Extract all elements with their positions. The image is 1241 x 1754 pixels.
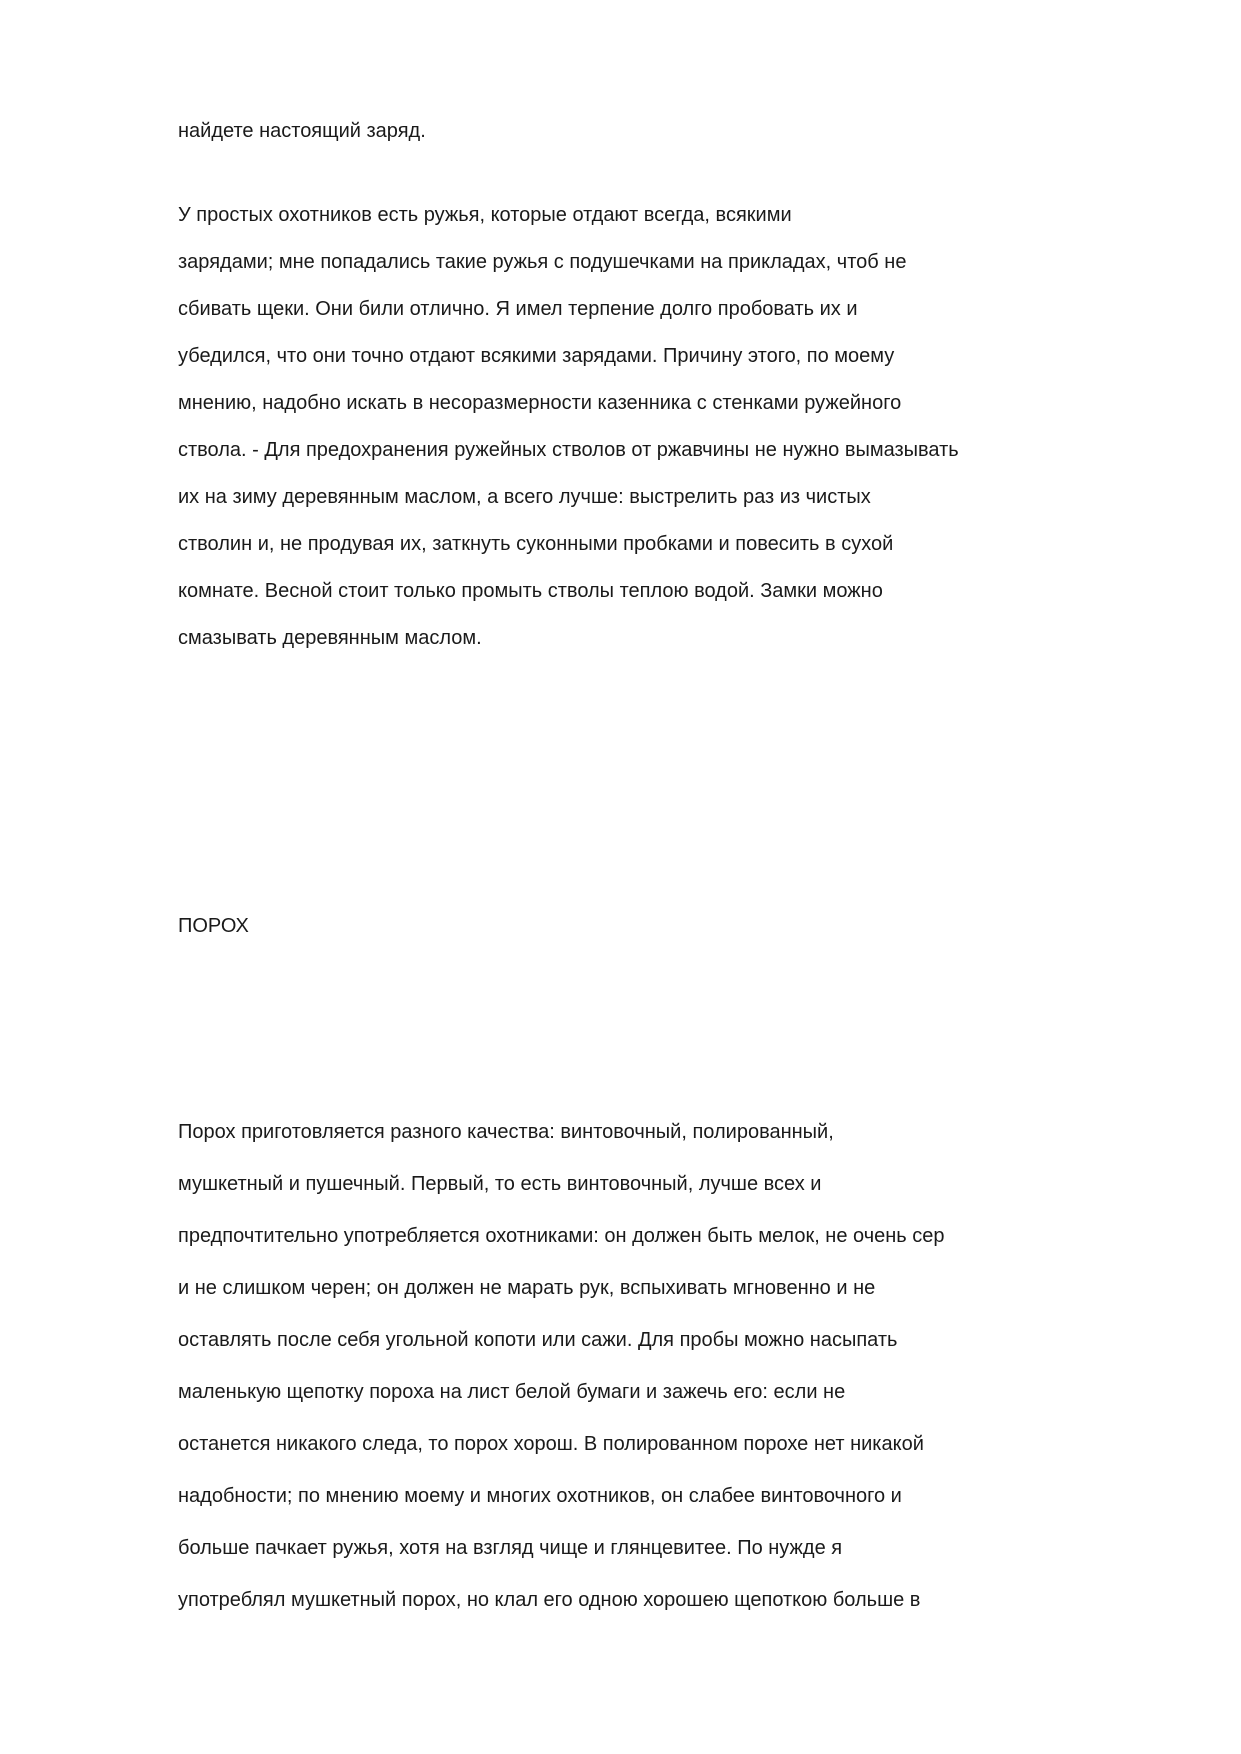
text-line: употреблял мушкетный порох, но клал его одною хорошею щепоткою больше в (178, 1589, 921, 1611)
text-line: Порох приготовляется разного качества: винтовочный, полированный, (178, 1121, 834, 1143)
text-line: больше пачкает ружья, хотя на взгляд чище и глянцевитее. По нужде я (178, 1537, 843, 1559)
text-line: убедился, что они точно отдают всякими зарядами. Причину этого, по моему (178, 345, 895, 367)
text-line: надобности; по мнению моему и многих охотников, он слабее винтовочного и (178, 1485, 902, 1507)
text-line: останется никакого следа, то порох хорош. В полированном порохе нет никакой (178, 1433, 924, 1455)
text-line: и не слишком черен; он должен не марать рук, вспыхивать мгновенно и не (178, 1277, 876, 1299)
text-line: ствола. - Для предохранения ружейных стволов от ржавчины не нужно вымазывать (178, 439, 959, 461)
section-heading: ПОРОХ (178, 915, 249, 937)
text-line: смазывать деревянным маслом. (178, 627, 482, 649)
text-line: мушкетный и пушечный. Первый, то есть винтовочный, лучше всех и (178, 1173, 822, 1195)
text-line: маленькую щепотку пороха на лист белой бумаги и зажечь его: если не (178, 1381, 846, 1403)
text-line: комнате. Весной стоит только промыть стволы теплою водой. Замки можно (178, 580, 883, 602)
text-line: мнению, надобно искать в несоразмерности казенника с стенками ружейного (178, 392, 902, 414)
text-line: предпочтительно употребляется охотниками: он должен быть мелок, не очень сер (178, 1225, 945, 1247)
text-line: зарядами; мне попадались такие ружья с подушечками на прикладах, чтоб не (178, 251, 907, 273)
text-line: оставлять после себя угольной копоти или сажи. Для пробы можно насыпать (178, 1329, 898, 1351)
text-line: У простых охотников есть ружья, которые отдают всегда, всякими (178, 204, 792, 226)
text-line: их на зиму деревянным маслом, а всего лучше: выстрелить раз из чистых (178, 486, 871, 508)
text-line: сбивать щеки. Они били отлично. Я имел терпение долго пробовать их и (178, 298, 858, 320)
text-line: найдете настоящий заряд. (178, 120, 426, 142)
text-line: стволин и, не продувая их, заткнуть суконными пробками и повесить в сухой (178, 533, 894, 555)
